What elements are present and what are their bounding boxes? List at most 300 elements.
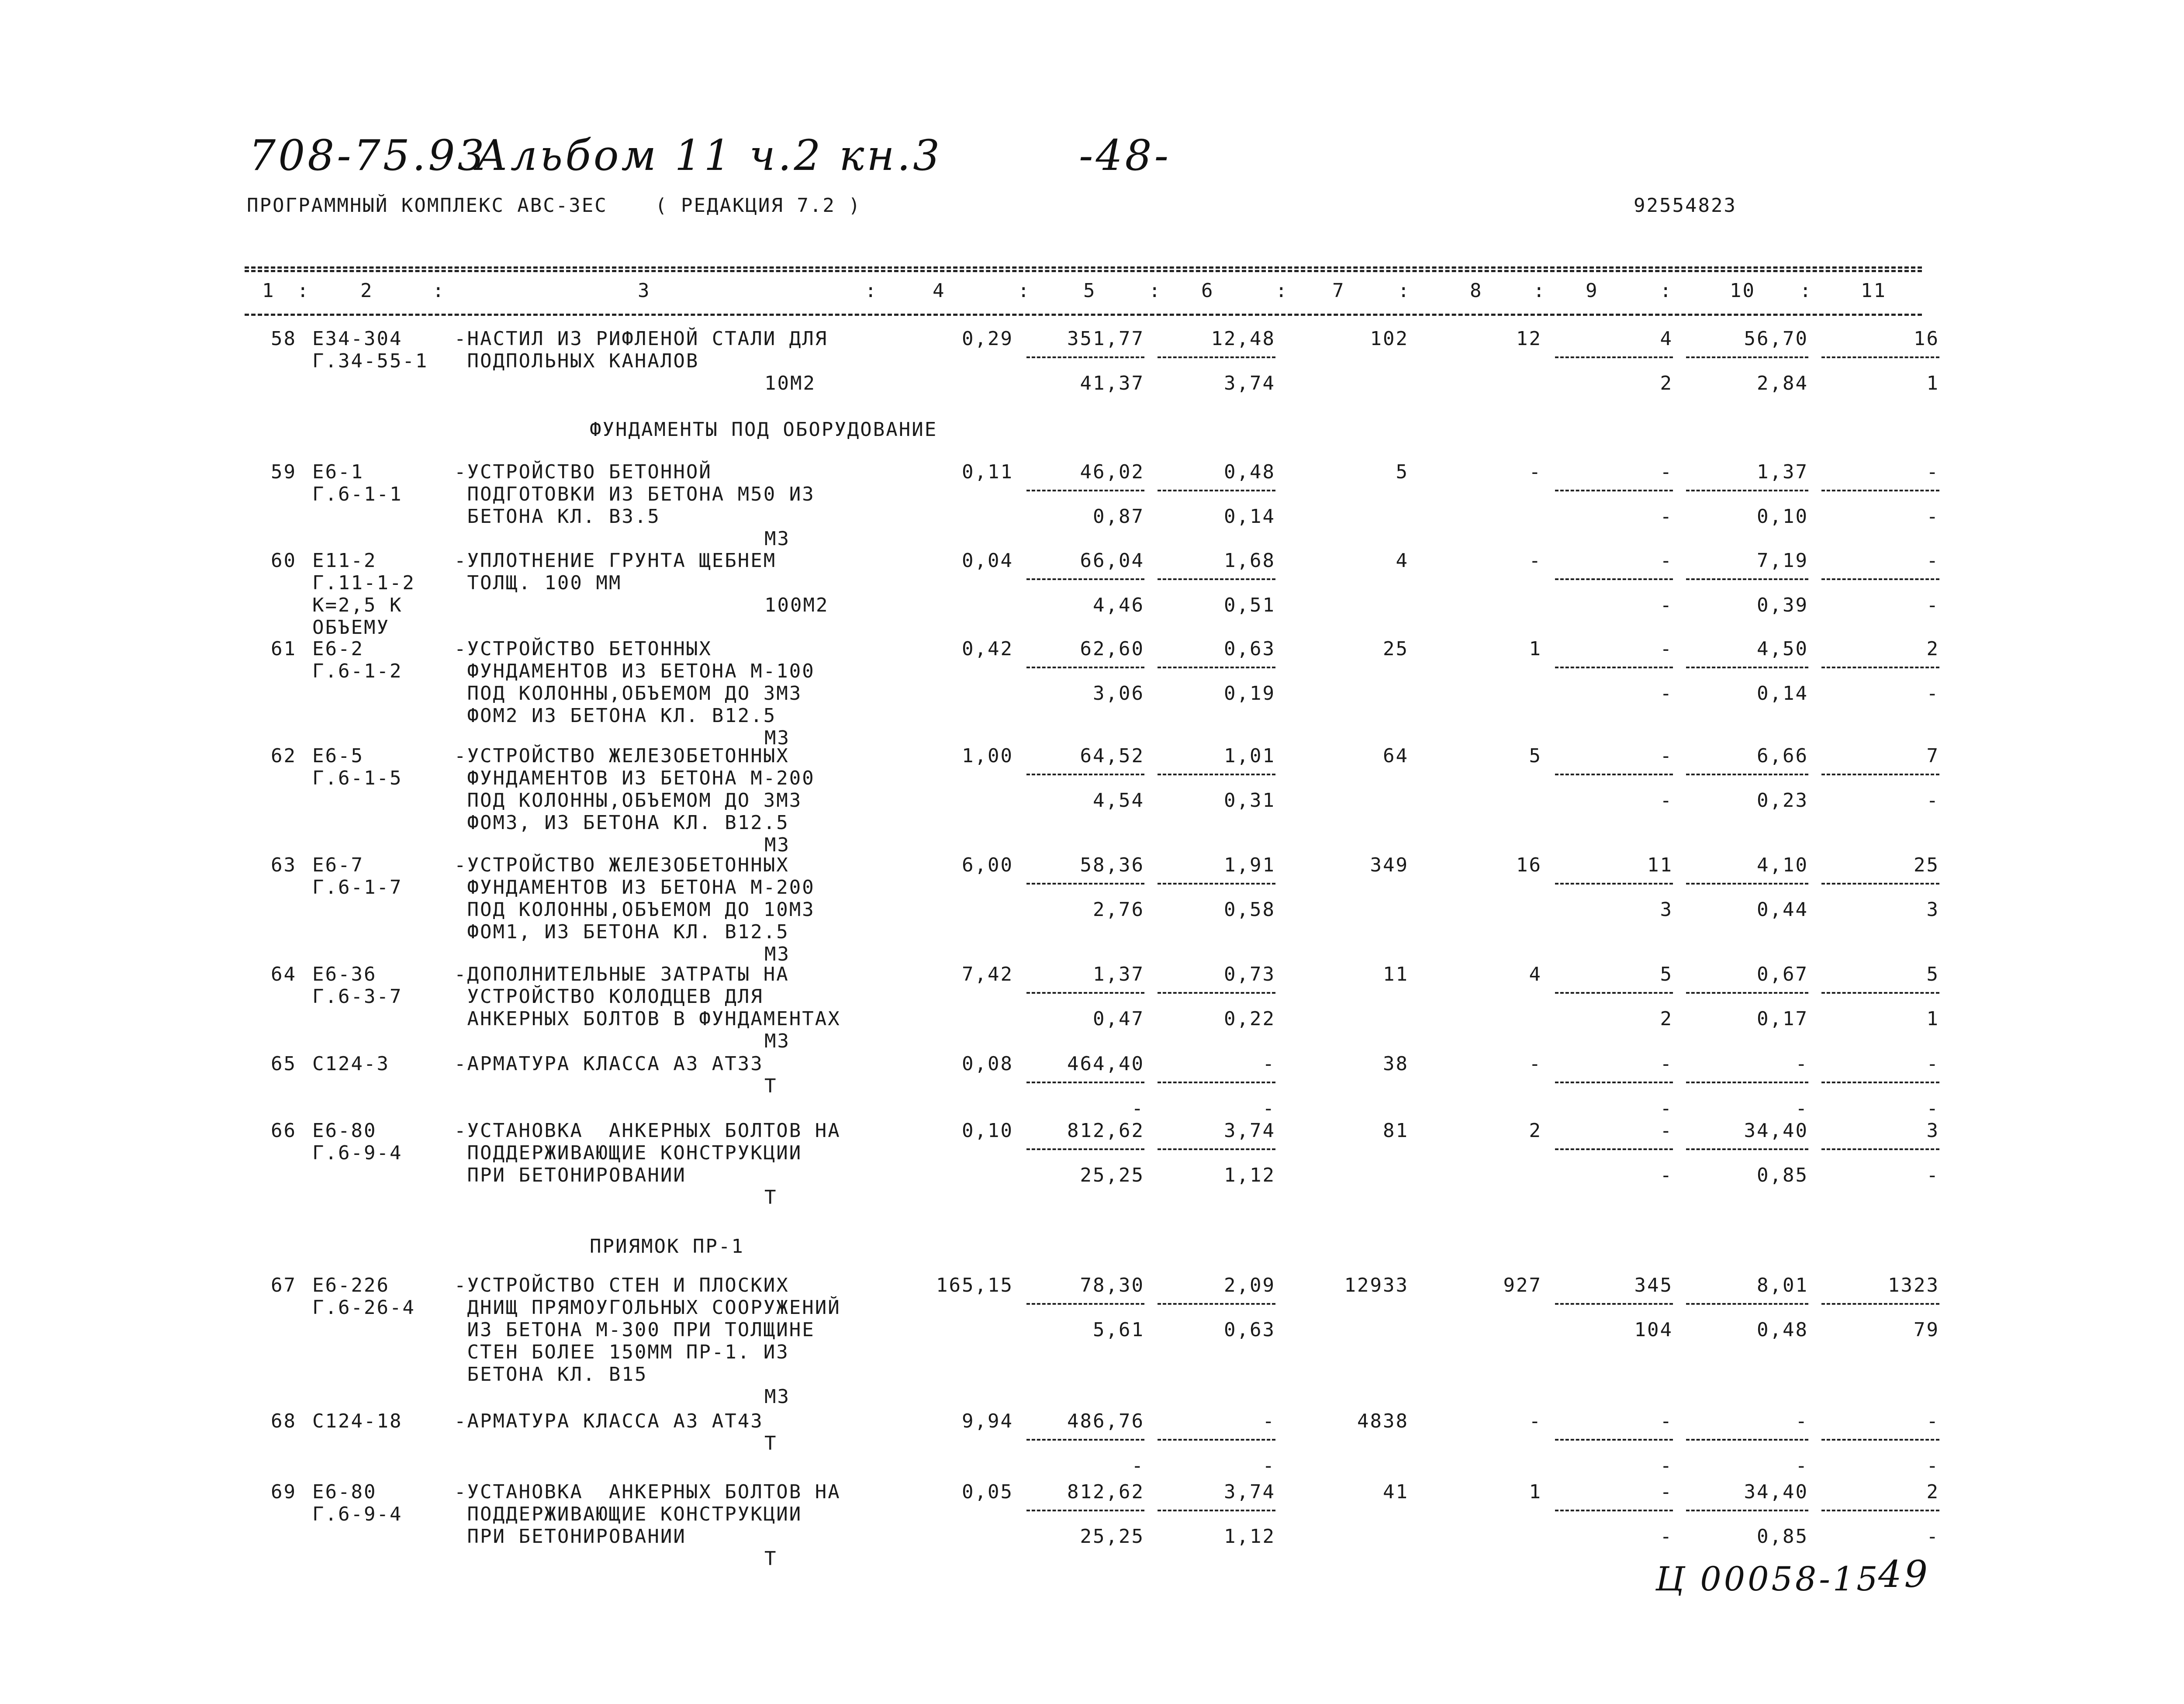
row-code: Г.6-9-4 <box>312 1142 403 1164</box>
row-labor: 8,01 <box>1757 1274 1808 1296</box>
row-code: Г.6-1-7 <box>312 876 403 899</box>
row-labor: 4,50 <box>1757 638 1808 660</box>
row-number: 68 <box>271 1410 297 1432</box>
row-labor-sub: 0,23 <box>1757 789 1808 812</box>
row-total-cost: 11 <box>1383 963 1409 985</box>
row-machines: - <box>1660 1053 1673 1075</box>
subtotal-rule <box>1686 1510 1808 1511</box>
subtotal-rule <box>1555 1510 1673 1511</box>
row-unit-cost-sub: 4,54 <box>1093 789 1144 812</box>
row-labor-total: 5 <box>1926 963 1939 985</box>
row-code: Е6-5 <box>312 745 364 767</box>
subtotal-rule <box>1821 774 1939 775</box>
row-machines: - <box>1660 1410 1673 1432</box>
row-unit-cost-sub: 25,25 <box>1080 1525 1144 1548</box>
row-wage-cost-sub: - <box>1262 1097 1275 1120</box>
row-code: Г.6-9-4 <box>312 1503 403 1525</box>
subtotal-rule <box>1026 883 1144 885</box>
row-description: ТОЛЩ. 100 ММ <box>454 572 622 594</box>
row-total-cost: 25 <box>1383 638 1409 660</box>
row-unit-cost: 464,40 <box>1067 1053 1144 1075</box>
subtotal-rule <box>1026 1439 1144 1441</box>
row-labor-total-sub: - <box>1926 594 1939 616</box>
subtotal-rule <box>1686 356 1808 358</box>
row-unit-cost: 62,60 <box>1080 638 1144 660</box>
column-header-6: 6 <box>1201 280 1214 302</box>
row-machines: 345 <box>1634 1274 1673 1296</box>
row-unit: М3 <box>764 943 790 965</box>
column-header-9: 9 <box>1586 280 1599 302</box>
row-wage-cost-sub: 0,14 <box>1224 505 1275 528</box>
row-total-wages: 12 <box>1516 328 1542 350</box>
column-separator: : <box>1149 280 1162 302</box>
row-unit: М3 <box>764 528 790 550</box>
subtotal-rule <box>1555 578 1673 580</box>
column-header-8: 8 <box>1470 280 1483 302</box>
row-description: ФУНДАМЕНТОВ ИЗ БЕТОНА М-200 <box>454 767 815 789</box>
row-machines-sub: 2 <box>1660 372 1673 394</box>
column-separator: : <box>1018 280 1031 302</box>
row-description: ДНИЩ ПРЯМОУГОЛЬНЫХ СООРУЖЕНИЙ <box>454 1296 841 1319</box>
subtotal-rule <box>1686 883 1808 885</box>
row-description: -ДОПОЛНИТЕЛЬНЫЕ ЗАТРАТЫ НА <box>454 963 789 985</box>
row-description: -УСТАНОВКА АНКЕРНЫХ БОЛТОВ НА <box>454 1120 841 1142</box>
subtotal-rule <box>1555 1082 1673 1083</box>
subtotal-rule <box>1686 774 1808 775</box>
row-description: -УСТРОЙСТВО СТЕН И ПЛОСКИХ <box>454 1274 789 1296</box>
row-description: -УПЛОТНЕНИЕ ГРУНТА ЩЕБНЕМ <box>454 550 777 572</box>
subtotal-rule <box>1158 490 1275 491</box>
row-machines: - <box>1660 550 1673 572</box>
subtotal-rule <box>1821 992 1939 994</box>
row-machines-sub: 3 <box>1660 899 1673 921</box>
row-quantity: 0,10 <box>962 1120 1013 1142</box>
row-unit: Т <box>764 1186 778 1209</box>
column-separator: : <box>865 280 878 302</box>
row-total-wages: 2 <box>1529 1120 1542 1142</box>
subtotal-rule <box>1821 1082 1939 1083</box>
program-edition: ( РЕДАКЦИЯ 7.2 ) <box>655 194 861 217</box>
subtotal-rule <box>1821 1148 1939 1150</box>
row-unit-cost-sub: 3,06 <box>1093 682 1144 705</box>
column-separator: : <box>297 280 310 302</box>
row-wage-cost-sub: 0,58 <box>1224 899 1275 921</box>
row-number: 60 <box>271 550 297 572</box>
row-labor-total: - <box>1926 1053 1939 1075</box>
row-description: -АРМАТУРА КЛАССА А3 АТ43 <box>454 1410 764 1432</box>
row-description: -УСТАНОВКА АНКЕРНЫХ БОЛТОВ НА <box>454 1481 841 1503</box>
row-number: 69 <box>271 1481 297 1503</box>
row-labor-total: - <box>1926 550 1939 572</box>
subtotal-rule <box>1821 1439 1939 1441</box>
row-wage-cost: 1,68 <box>1224 550 1275 572</box>
row-unit-cost: 812,62 <box>1067 1481 1144 1503</box>
subtotal-rule <box>1555 1148 1673 1150</box>
row-labor-sub: 0,48 <box>1757 1319 1808 1341</box>
row-labor-total-sub: 3 <box>1926 899 1939 921</box>
row-quantity: 7,42 <box>962 963 1013 985</box>
row-total-wages: 1 <box>1529 638 1542 660</box>
column-header-7: 7 <box>1332 280 1345 302</box>
row-total-cost: 349 <box>1370 854 1409 876</box>
row-labor-total: 7 <box>1926 745 1939 767</box>
row-description: -УСТРОЙСТВО БЕТОННЫХ <box>454 638 712 660</box>
row-total-cost: 38 <box>1383 1053 1409 1075</box>
subtotal-rule <box>1555 774 1673 775</box>
row-wage-cost-sub: 0,51 <box>1224 594 1275 616</box>
row-description: ФОМ2 ИЗ БЕТОНА КЛ. В12.5 <box>454 705 777 727</box>
row-code: ОБЪЕМУ <box>312 616 390 639</box>
subtotal-rule <box>1555 667 1673 668</box>
document-code: 92554823 <box>1634 194 1737 217</box>
subtotal-rule <box>1821 356 1939 358</box>
row-unit: Т <box>764 1075 778 1097</box>
row-number: 58 <box>271 328 297 350</box>
row-unit-cost: 486,76 <box>1067 1410 1144 1432</box>
row-code: Г.6-3-7 <box>312 985 403 1008</box>
row-labor-sub: 0,10 <box>1757 505 1808 528</box>
row-code: С124-18 <box>312 1410 403 1432</box>
row-labor-total: - <box>1926 1410 1939 1432</box>
row-unit-cost-sub: 41,37 <box>1080 372 1144 394</box>
row-machines-sub: - <box>1660 1164 1673 1186</box>
handwritten-footer-page: 49 <box>1878 1553 1930 1596</box>
subtotal-rule <box>1686 1439 1808 1441</box>
row-total-wages: 1 <box>1529 1481 1542 1503</box>
row-unit: 100М2 <box>764 594 829 616</box>
subtotal-rule <box>1026 1303 1144 1305</box>
row-labor-sub: 0,14 <box>1757 682 1808 705</box>
handwritten-footer-code: Ц 00058-15 <box>1655 1559 1880 1598</box>
row-code: Г.6-26-4 <box>312 1296 415 1319</box>
row-description: ПОДДЕРЖИВАЮЩИЕ КОНСТРУКЦИИ <box>454 1142 802 1164</box>
row-unit-cost-sub: 25,25 <box>1080 1164 1144 1186</box>
column-header-2: 2 <box>360 280 373 302</box>
row-total-wages: - <box>1529 1053 1542 1075</box>
row-labor-total: 2 <box>1926 638 1939 660</box>
subtotal-rule <box>1821 1303 1939 1305</box>
row-total-cost: 4838 <box>1357 1410 1409 1432</box>
row-quantity: 6,00 <box>962 854 1013 876</box>
row-wage-cost-sub: 0,63 <box>1224 1319 1275 1341</box>
row-wage-cost: 2,09 <box>1224 1274 1275 1296</box>
row-labor-total-sub: - <box>1926 1164 1939 1186</box>
subtotal-rule <box>1555 992 1673 994</box>
column-header-5: 5 <box>1083 280 1096 302</box>
subtotal-rule <box>1158 356 1275 358</box>
row-unit-cost: 64,52 <box>1080 745 1144 767</box>
subtotal-rule <box>1555 1439 1673 1441</box>
row-number: 61 <box>271 638 297 660</box>
row-labor: - <box>1795 1410 1808 1432</box>
subtotal-rule <box>1158 1148 1275 1150</box>
row-number: 63 <box>271 854 297 876</box>
row-total-cost: 41 <box>1383 1481 1409 1503</box>
row-labor-total: 1323 <box>1888 1274 1939 1296</box>
row-labor-total-sub: - <box>1926 682 1939 705</box>
row-labor: 56,70 <box>1744 328 1808 350</box>
row-wage-cost-sub: 3,74 <box>1224 372 1275 394</box>
row-labor-total-sub: - <box>1926 1097 1939 1120</box>
row-total-cost: 12933 <box>1344 1274 1409 1296</box>
row-total-wages: 4 <box>1529 963 1542 985</box>
row-machines: 11 <box>1647 854 1673 876</box>
row-quantity: 165,15 <box>936 1274 1013 1296</box>
row-wage-cost: 3,74 <box>1224 1120 1275 1142</box>
row-quantity: 0,42 <box>962 638 1013 660</box>
row-labor-total-sub: - <box>1926 1455 1939 1477</box>
column-separator: : <box>1660 280 1673 302</box>
subtotal-rule <box>1686 1303 1808 1305</box>
row-machines-sub: - <box>1660 1097 1673 1120</box>
row-description: ФУНДАМЕНТОВ ИЗ БЕТОНА М-200 <box>454 876 815 899</box>
row-description: ПРИ БЕТОНИРОВАНИИ <box>454 1164 686 1186</box>
row-code: Е11-2 <box>312 550 377 572</box>
subtotal-rule <box>1158 774 1275 775</box>
row-description: ПОДПОЛЬНЫХ КАНАЛОВ <box>454 350 699 372</box>
subtotal-rule <box>1555 490 1673 491</box>
row-wage-cost: 3,74 <box>1224 1481 1275 1503</box>
row-description: ПОД КОЛОННЫ,ОБЪЕМОМ ДО 3М3 <box>454 789 802 812</box>
row-unit-cost: 351,77 <box>1067 328 1144 350</box>
row-wage-cost: 0,73 <box>1224 963 1275 985</box>
row-quantity: 0,08 <box>962 1053 1013 1075</box>
row-machines: - <box>1660 638 1673 660</box>
row-total-cost: 102 <box>1370 328 1409 350</box>
row-code: Е6-80 <box>312 1120 377 1142</box>
subtotal-rule <box>1158 1082 1275 1083</box>
row-code: Г.11-1-2 <box>312 572 415 594</box>
handwritten-doc-code: 708-75.93 <box>249 131 487 180</box>
column-header-1: 1 <box>262 280 275 302</box>
row-unit: М3 <box>764 1030 790 1052</box>
row-number: 65 <box>271 1053 297 1075</box>
row-labor-total-sub: - <box>1926 1525 1939 1548</box>
row-description: ПОД КОЛОННЫ,ОБЪЕМОМ ДО 3М3 <box>454 682 802 705</box>
row-labor-sub: 0,85 <box>1757 1164 1808 1186</box>
row-wage-cost: 0,63 <box>1224 638 1275 660</box>
top-rule <box>245 266 1922 269</box>
subtotal-rule <box>1821 490 1939 491</box>
subtotal-rule <box>1686 490 1808 491</box>
row-labor-total: 2 <box>1926 1481 1939 1503</box>
row-total-wages: - <box>1529 550 1542 572</box>
column-header-row <box>245 280 1922 306</box>
row-description: СТЕН БОЛЕЕ 150ММ ПР-1. ИЗ <box>454 1341 789 1363</box>
row-wage-cost: - <box>1262 1053 1275 1075</box>
row-quantity: 0,04 <box>962 550 1013 572</box>
row-total-wages: 927 <box>1503 1274 1542 1296</box>
row-unit-cost: 1,37 <box>1093 963 1144 985</box>
row-labor: 6,66 <box>1757 745 1808 767</box>
row-number: 59 <box>271 461 297 483</box>
subtotal-rule <box>1026 992 1144 994</box>
row-wage-cost-sub: 1,12 <box>1224 1164 1275 1186</box>
row-unit-cost-sub: 2,76 <box>1093 899 1144 921</box>
subtotal-rule <box>1555 883 1673 885</box>
row-labor: 34,40 <box>1744 1481 1808 1503</box>
row-unit-cost: 58,36 <box>1080 854 1144 876</box>
row-wage-cost-sub: - <box>1262 1455 1275 1477</box>
row-labor-total: - <box>1926 461 1939 483</box>
subtotal-rule <box>1026 490 1144 491</box>
row-machines-sub: - <box>1660 1525 1673 1548</box>
row-machines-sub: - <box>1660 682 1673 705</box>
subtotal-rule <box>1158 578 1275 580</box>
subtotal-rule <box>1158 1510 1275 1511</box>
row-machines-sub: 2 <box>1660 1008 1673 1030</box>
column-header-10: 10 <box>1730 280 1755 302</box>
subtotal-rule <box>1158 1439 1275 1441</box>
subtotal-rule <box>1555 1303 1673 1305</box>
row-labor-total: 16 <box>1914 328 1939 350</box>
column-separator: : <box>432 280 446 302</box>
row-wage-cost: - <box>1262 1410 1275 1432</box>
row-wage-cost-sub: 0,19 <box>1224 682 1275 705</box>
row-number: 64 <box>271 963 297 985</box>
subtotal-rule <box>1158 1303 1275 1305</box>
row-total-cost: 81 <box>1383 1120 1409 1142</box>
row-unit-cost-sub: - <box>1131 1097 1144 1120</box>
row-quantity: 0,29 <box>962 328 1013 350</box>
row-quantity: 9,94 <box>962 1410 1013 1432</box>
row-quantity: 1,00 <box>962 745 1013 767</box>
row-description: ФОМ3, ИЗ БЕТОНА КЛ. В12.5 <box>454 812 789 834</box>
subtotal-rule <box>1555 356 1673 358</box>
row-total-wages: - <box>1529 461 1542 483</box>
row-code: Е6-80 <box>312 1481 377 1503</box>
subtotal-rule <box>1686 992 1808 994</box>
row-labor-sub: 0,44 <box>1757 899 1808 921</box>
row-description: УСТРОЙСТВО КОЛОДЦЕВ ДЛЯ <box>454 985 764 1008</box>
subtotal-rule <box>1026 578 1144 580</box>
row-unit-cost: 78,30 <box>1080 1274 1144 1296</box>
row-description: -УСТРОЙСТВО ЖЕЛЕЗОБЕТОННЫХ <box>454 854 789 876</box>
row-description: -АРМАТУРА КЛАССА А3 АТ33 <box>454 1053 764 1075</box>
subtotal-rule <box>1686 667 1808 668</box>
row-description: -УСТРОЙСТВО БЕТОННОЙ <box>454 461 712 483</box>
row-unit: 10М2 <box>764 372 816 394</box>
row-unit: М3 <box>764 727 790 749</box>
subtotal-rule <box>1821 667 1939 668</box>
subtotal-rule <box>1158 883 1275 885</box>
subtotal-rule <box>1821 1510 1939 1511</box>
row-machines-sub: 104 <box>1634 1319 1673 1341</box>
section-title-foundations: ФУНДАМЕНТЫ ПОД ОБОРУДОВАНИЕ <box>590 418 938 441</box>
row-machines: - <box>1660 1481 1673 1503</box>
program-name: ПРОГРАММНЫЙ КОМПЛЕКС АВС-3ЕС <box>247 194 608 217</box>
subtotal-rule <box>1026 356 1144 358</box>
top-rule-2 <box>245 270 1922 272</box>
row-code: Г.6-1-2 <box>312 660 403 682</box>
row-labor-total-sub: 1 <box>1926 1008 1939 1030</box>
row-unit-cost-sub: 0,87 <box>1093 505 1144 528</box>
row-wage-cost: 12,48 <box>1211 328 1275 350</box>
row-machines: - <box>1660 745 1673 767</box>
row-labor: - <box>1795 1053 1808 1075</box>
row-labor-total: 3 <box>1926 1120 1939 1142</box>
row-unit-cost-sub: 0,47 <box>1093 1008 1144 1030</box>
row-machines: 4 <box>1660 328 1673 350</box>
row-description: ПОД КОЛОННЫ,ОБЪЕМОМ ДО 10М3 <box>454 899 815 921</box>
row-labor-total: 25 <box>1914 854 1939 876</box>
row-description: ПОДГОТОВКИ ИЗ БЕТОНА М50 ИЗ <box>454 483 815 505</box>
row-labor-total-sub: - <box>1926 505 1939 528</box>
row-description: ПОДДЕРЖИВАЮЩИЕ КОНСТРУКЦИИ <box>454 1503 802 1525</box>
row-code: Г.6-1-5 <box>312 767 403 789</box>
row-unit-cost: 812,62 <box>1067 1120 1144 1142</box>
row-code: Г.34-55-1 <box>312 350 429 372</box>
row-machines: - <box>1660 1120 1673 1142</box>
subtotal-rule <box>1821 578 1939 580</box>
row-machines-sub: - <box>1660 594 1673 616</box>
subtotal-rule <box>1026 1082 1144 1083</box>
column-separator: : <box>1398 280 1411 302</box>
row-code: Е6-226 <box>312 1274 390 1296</box>
row-unit-cost-sub: - <box>1131 1455 1144 1477</box>
row-labor-sub: 0,85 <box>1757 1525 1808 1548</box>
row-machines: - <box>1660 461 1673 483</box>
row-unit-cost-sub: 5,61 <box>1093 1319 1144 1341</box>
row-wage-cost: 0,48 <box>1224 461 1275 483</box>
header-bottom-rule <box>245 314 1922 316</box>
row-total-wages: 16 <box>1516 854 1542 876</box>
row-description: БЕТОНА КЛ. В3.5 <box>454 505 660 528</box>
row-unit-cost-sub: 4,46 <box>1093 594 1144 616</box>
column-separator: : <box>1533 280 1546 302</box>
subtotal-rule <box>1026 1148 1144 1150</box>
row-machines: 5 <box>1660 963 1673 985</box>
row-wage-cost: 1,01 <box>1224 745 1275 767</box>
subtotal-rule <box>1686 1082 1808 1083</box>
row-labor-sub: - <box>1795 1097 1808 1120</box>
row-unit: М3 <box>764 1386 790 1408</box>
column-header-4: 4 <box>933 280 946 302</box>
subtotal-rule <box>1158 667 1275 668</box>
subtotal-rule <box>1686 578 1808 580</box>
row-code: Е34-304 <box>312 328 403 350</box>
row-wage-cost-sub: 0,22 <box>1224 1008 1275 1030</box>
row-description: ПРИ БЕТОНИРОВАНИИ <box>454 1525 686 1548</box>
subtotal-rule <box>1026 667 1144 668</box>
row-code: Е6-36 <box>312 963 377 985</box>
handwritten-page-number: -48- <box>1079 131 1171 180</box>
row-labor: 4,10 <box>1757 854 1808 876</box>
row-quantity: 0,11 <box>962 461 1013 483</box>
row-labor: 7,19 <box>1757 550 1808 572</box>
row-number: 66 <box>271 1120 297 1142</box>
row-description: ФОМ1, ИЗ БЕТОНА КЛ. В12.5 <box>454 921 789 943</box>
row-code: Г.6-1-1 <box>312 483 403 505</box>
column-header-3: 3 <box>638 280 651 302</box>
subtotal-rule <box>1026 774 1144 775</box>
column-separator: : <box>1800 280 1813 302</box>
row-code: Е6-2 <box>312 638 364 660</box>
row-wage-cost-sub: 0,31 <box>1224 789 1275 812</box>
row-machines-sub: - <box>1660 505 1673 528</box>
row-unit: Т <box>764 1548 778 1570</box>
row-labor: 34,40 <box>1744 1120 1808 1142</box>
column-separator: : <box>1275 280 1289 302</box>
row-total-cost: 64 <box>1383 745 1409 767</box>
row-number: 67 <box>271 1274 297 1296</box>
row-number: 62 <box>271 745 297 767</box>
row-machines-sub: - <box>1660 1455 1673 1477</box>
row-machines-sub: - <box>1660 789 1673 812</box>
column-header-11: 11 <box>1861 280 1887 302</box>
row-labor: 1,37 <box>1757 461 1808 483</box>
row-wage-cost-sub: 1,12 <box>1224 1525 1275 1548</box>
